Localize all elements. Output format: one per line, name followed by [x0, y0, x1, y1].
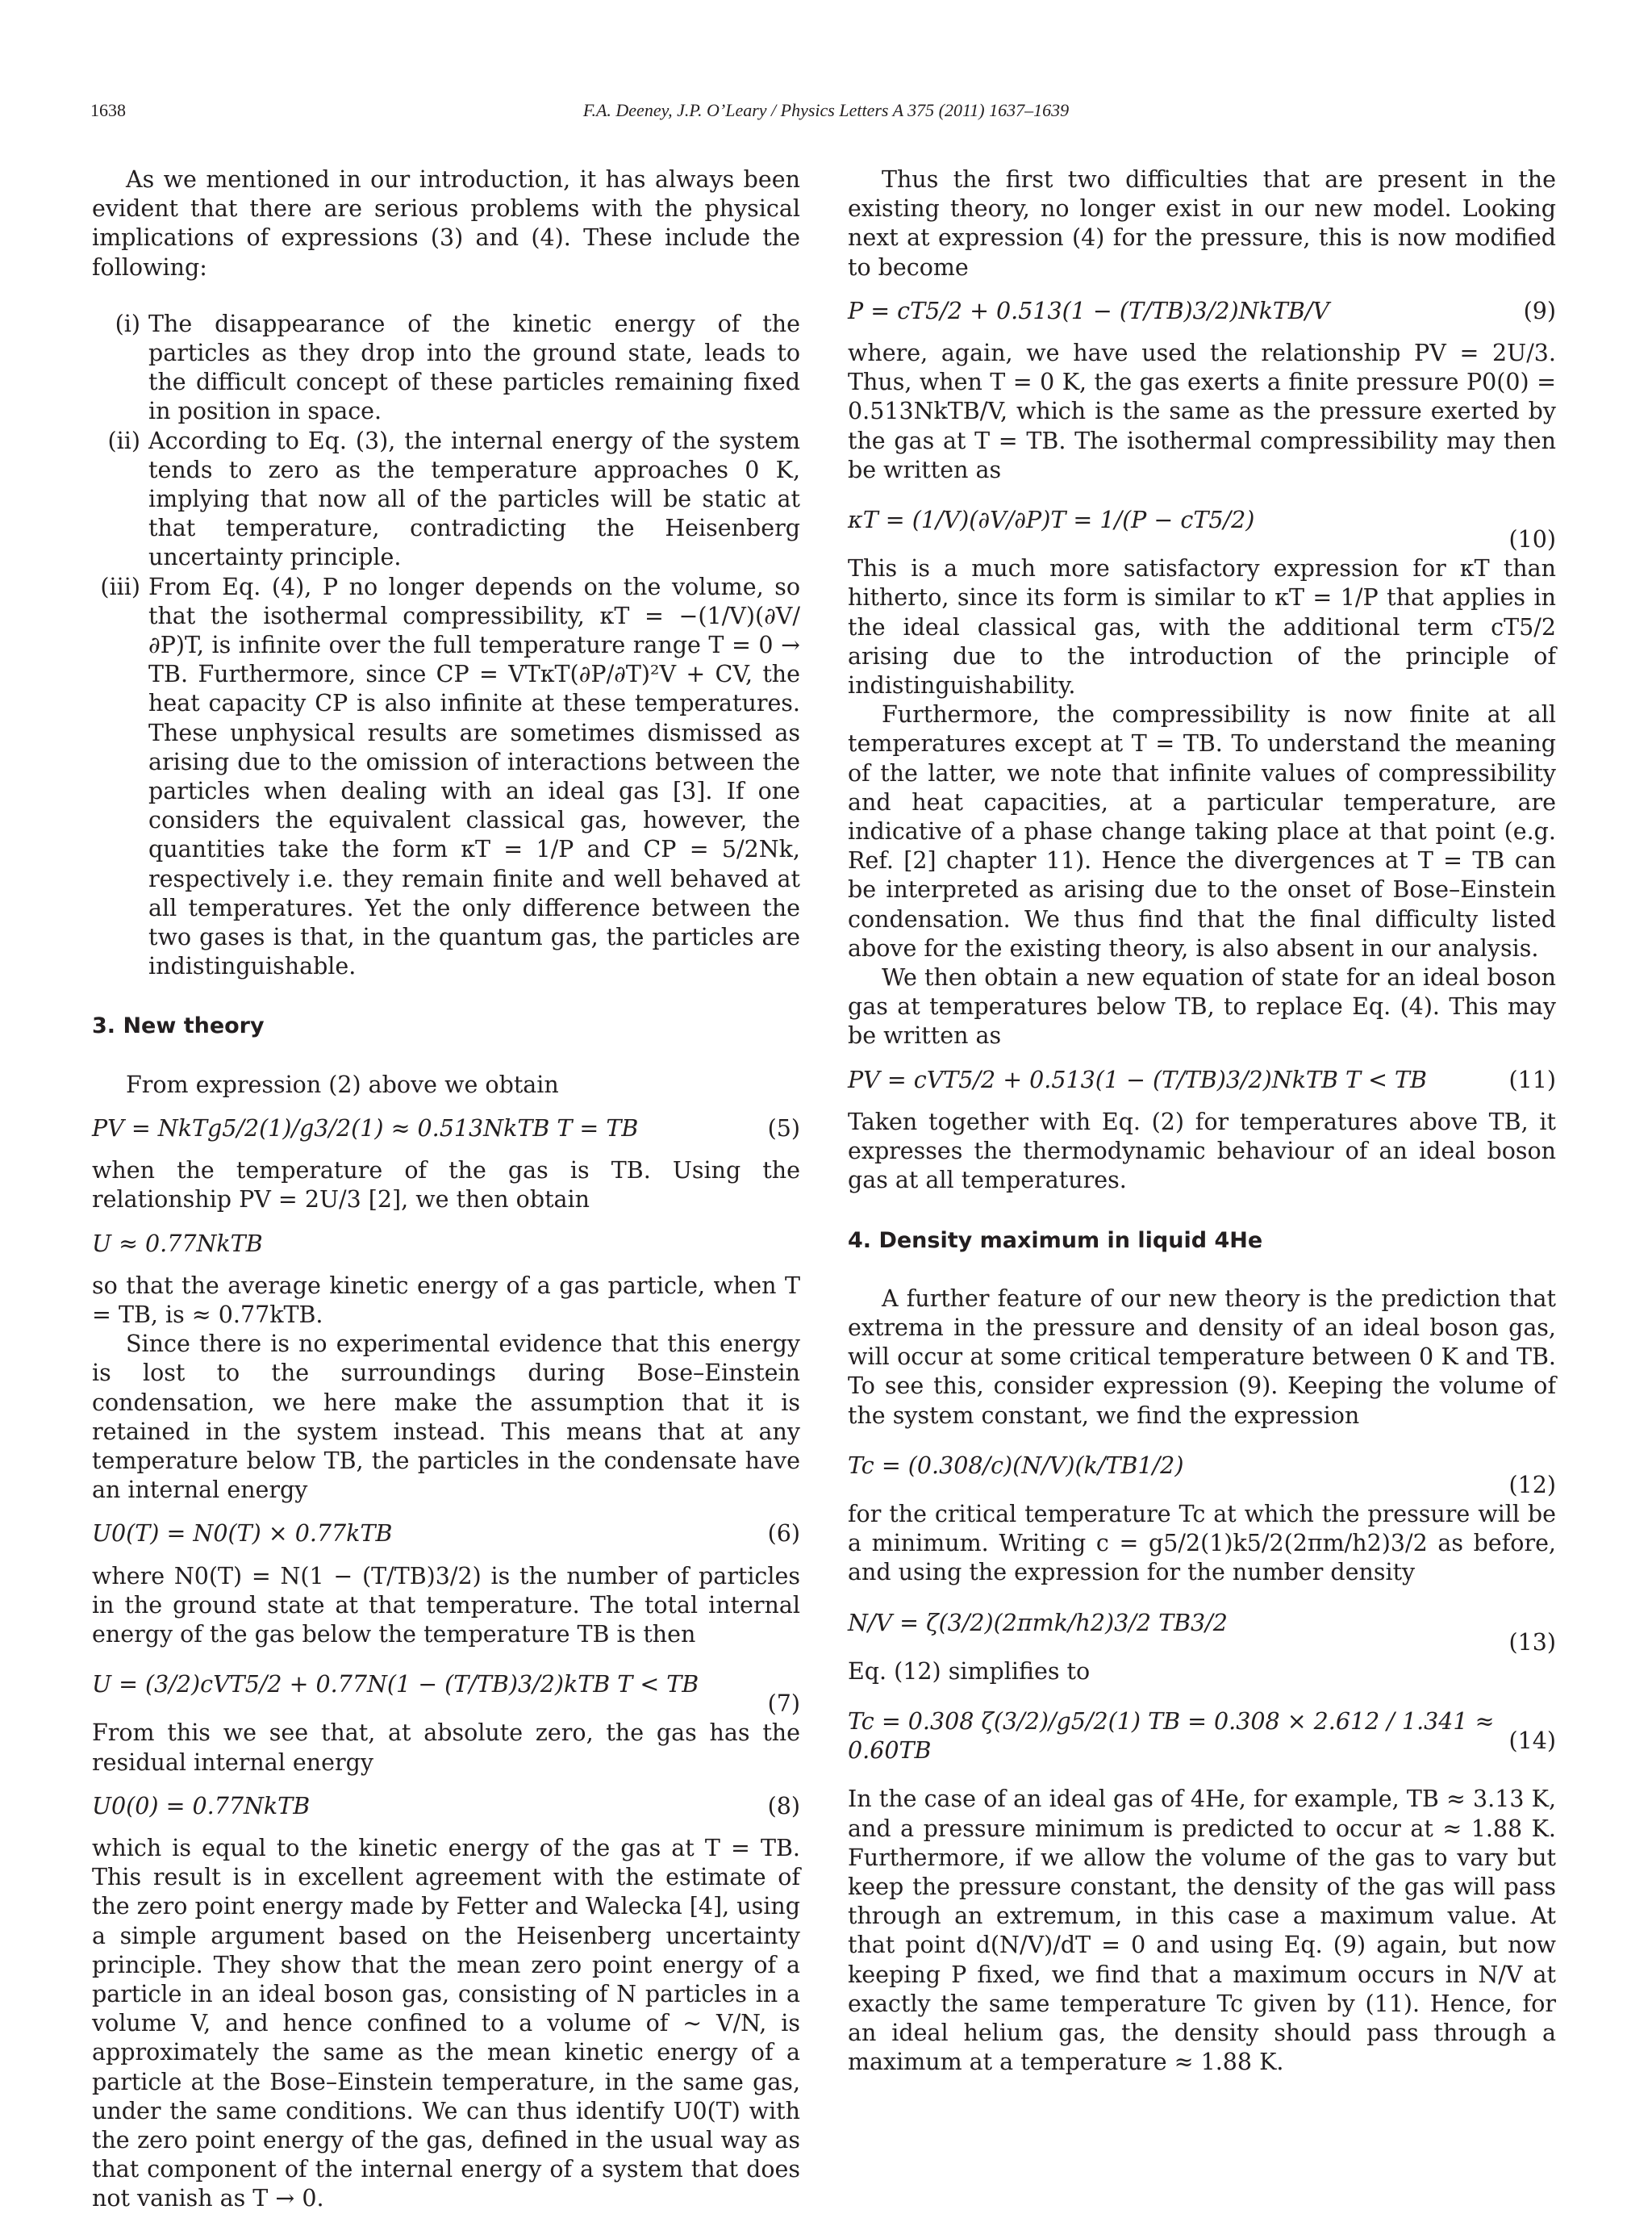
equation-7	[92, 1670, 800, 1718]
equation-number: (5)	[767, 1114, 800, 1142]
equation-body: PV = cVT5/2 + 0.513(1 − (T/TB)3/2)NkTB T < TB	[848, 1066, 1427, 1093]
list-label: (i)	[115, 310, 140, 337]
left-column	[92, 165, 800, 2214]
right-column	[848, 165, 1556, 2077]
paragraph: which is equal to the kinetic energy of the gas at T = TB. This result is in excellent agreement with the estimate of the zero point energy made by Fetter and Walecka [4], using a simple argument based on the Heisenberg uncertainty principle. They show that the mean zero point energy of a particle in an ideal boson gas, consisting of N particles in a volume V, and hence confined to a volume of ∼ V/N, is approximately the same as the mean kinetic energy of a particle at the Bose–Einstein temperature, in the same gas, under the same conditions. We can thus identify U0(T) with the zero point energy of the gas, defined in the usual way as that component of the internal energy of a system that does not vanish as T → 0.	[92, 1834, 800, 2212]
equation-8	[92, 1792, 800, 1821]
paragraph: From this we see that, at absolute zero, the gas has the residual internal energy	[92, 1719, 800, 1776]
equation-body: U0(0) = 0.77NkTB	[92, 1792, 311, 1819]
paragraph: We then obtain a new equation of state for an ideal boson gas at temperatures below TB, to replace Eq. (4). This may be written as	[848, 964, 1556, 1050]
paragraph: A further feature of our new theory is the prediction that extrema in the pressure and density of an ideal boson gas, will occur at some critical temperature between 0 K and TB. To see this, consider expression (9). Keeping the volume of the system constant, we find the expression	[848, 1285, 1556, 1429]
equation-body: κT = (1/V)(∂V/∂P)T = 1/(P − cT5/2)	[848, 507, 1255, 534]
section-4-title: 4. Density maximum in liquid 4He	[848, 1227, 1263, 1253]
equation-body: PV = NkTg5/2(1)/g3/2(1) ≈ 0.513NkTB T = TB	[92, 1114, 639, 1142]
equation-number: (8)	[767, 1792, 800, 1819]
paragraph: Furthermore, the compressibility is now finite at all temperatures except at T = TB. To understand the meaning of the latter, we note that infinite values of compressibility and heat capacities, at a particular temperature, are indicative of a phase change taking place at that point (e.g. Ref. [2] chapter 11). Hence the divergences at T = TB can be interpreted as arising due to the onset of Bose–Einstein condensation. We thus find that the final difficulty listed above for the existing theory, is also absent in our analysis.	[848, 701, 1556, 962]
list-item	[92, 310, 800, 427]
list-label: (ii)	[107, 427, 140, 454]
equation-body: Tc = (0.308/c)(N/V)(k/TB1/2)	[848, 1452, 1184, 1479]
paragraph: so that the average kinetic energy of a gas particle, when T = TB, is ≈ 0.77kTB.	[92, 1272, 800, 1328]
equation-body: Tc = 0.308 ζ(3/2)/g5/2(1) TB = 0.308 × 2.612 / 1.341 ≈ 0.60TB	[848, 1707, 1495, 1765]
paragraph: Thus the first two difficulties that are present in the existing theory, no longer exist in our new model. Looking next at expression (4) for the pressure, this is now modified to become	[848, 166, 1556, 281]
equation-14	[848, 1707, 1556, 1765]
paragraph: In the case of an ideal gas of 4He, for example, TB ≈ 3.13 K, and a pressure minimum is predicted to occur at ≈ 1.88 K. Furthermore, if we allow the volume of the gas to vary but keep the pressure constant, the density of the gas will pass through an extremum, in this case a maximum value. At that point d(N/V)/dT = 0 and using Eq. (9) again, but now keeping P fixed, we find that a maximum occurs in N/V at exactly the same temperature Tc given by (11). Hence, for an ideal helium gas, the density should pass through a maximum at a temperature ≈ 1.88 K.	[848, 1786, 1556, 2076]
paragraph: for the critical temperature Tc at which the pressure will be a minimum. Writing c = g5/2(1)k5/2(2πm/h2)3/2 as before, and using the expression for the number density	[848, 1500, 1556, 1586]
equation-9	[848, 297, 1556, 326]
equation-5	[92, 1114, 800, 1143]
equation-number: (12)	[1508, 1471, 1556, 1498]
equation-10	[848, 506, 1556, 554]
running-header	[90, 100, 1562, 129]
equation-number: (7)	[767, 1690, 800, 1718]
equation-number: (11)	[1508, 1066, 1556, 1093]
paragraph: This is a much more satisfactory expression for κT than hitherto, since its form is similar to κT = 1/P that applies in the ideal classical gas, with the additional term cT5/2 arising due to the introduction of the principle of indistinguishability.	[848, 555, 1556, 700]
equation-number: (9)	[1523, 297, 1556, 324]
paragraph: when the temperature of the gas is TB. Using the relationship PV = 2U/3 [2], we then obtain	[92, 1157, 800, 1214]
list-item	[92, 427, 800, 573]
paragraph: Taken together with Eq. (2) for temperatures above TB, it expresses the thermodynamic behaviour of an ideal boson gas at all temperatures.	[848, 1108, 1556, 1194]
paragraph: Eq. (12) simplifies to	[848, 1657, 1091, 1685]
equation-number: (13)	[1508, 1628, 1556, 1656]
equation-body: U = (3/2)cVT5/2 + 0.77N(1 − (T/TB)3/2)kTB T < TB	[92, 1671, 699, 1698]
paragraph: where, again, we have used the relationship PV = 2U/3. Thus, when T = 0 K, the gas exerts a finite pressure P0(0) = 0.513NkTB/V, which is the same as the pressure exerted by the gas at T = TB. The isothermal compressibility may then be written as	[848, 340, 1556, 483]
list-item	[92, 573, 800, 982]
list-text: The disappearance of the kinetic energy of the particles as they drop into the ground state, leads to the difficult concept of these particles remaining fixed in position in space.	[148, 310, 800, 425]
equation-body: P = cT5/2 + 0.513(1 − (T/TB)3/2)NkTB/V	[848, 297, 1329, 324]
paragraph: From expression (2) above we obtain	[126, 1071, 559, 1098]
list-text: From Eq. (4), P no longer depends on the volume, so that the isothermal compressibility, κT = −(1/V)(∂V/∂P)T, is infinite over the full temperature range T = 0 → TB. Furthermore, since CP = VTκT(∂P/∂T)²V + CV, the heat capacity CP is also infinite at these temperatures. These unphysical results are sometimes dismissed as arising due to the omission of interactions between the particles when dealing with an ideal gas [3]. If one considers the equivalent classical gas, however, the quantities take the form κT = 1/P and CP = 5/2Nk, respectively i.e. they remain finite and well behaved at all temperatures. Yet the only difference between the two gases is that, in the quantum gas, the particles are indistinguishable.	[148, 573, 800, 980]
equation-number: (14)	[1508, 1727, 1556, 1754]
equation-11	[848, 1066, 1556, 1095]
equation-body: N/V = ζ(3/2)(2πmk/h2)3/2 TB3/2	[848, 1609, 1228, 1636]
paragraph: Since there is no experimental evidence that this energy is lost to the surroundings during Bose–Einstein condensation, we here make the assumption that it is retained in the system instead. This means that at any temperature below TB, the particles in the condensate have an internal energy	[92, 1330, 800, 1504]
paragraph: where N0(T) = N(1 − (T/TB)3/2) is the number of particles in the ground state at that temperature. The total internal energy of the gas below the temperature TB is then	[92, 1562, 800, 1648]
list-text: According to Eq. (3), the internal energy of the system tends to zero as the temperature approaches 0 K, implying that now all of the particles will be static at that temperature, contradicting the Heisenberg uncertainty principle.	[148, 427, 800, 571]
page-number: 1638	[90, 100, 126, 120]
intro-paragraph: As we mentioned in our introduction, it has always been evident that there are serious problems with the physical implications of expressions (3) and (4). These include the following:	[92, 166, 800, 281]
equation-number: (10)	[1508, 526, 1556, 554]
equation-body: U ≈ 0.77NkTB	[92, 1230, 263, 1257]
equation-u	[92, 1230, 800, 1259]
equation-number: (6)	[767, 1520, 800, 1548]
equation-13	[848, 1609, 1556, 1656]
equation-12	[848, 1452, 1556, 1498]
equation-body: U0(T) = N0(T) × 0.77kTB	[92, 1520, 393, 1548]
journal-citation: F.A. Deeney, J.P. O’Leary / Physics Letters A 375 (2011) 1637–1639	[582, 100, 1070, 120]
section-3-title: 3. New theory	[92, 1013, 265, 1039]
list-label: (iii)	[100, 573, 140, 600]
problem-list	[92, 310, 800, 982]
equation-6	[92, 1519, 800, 1548]
